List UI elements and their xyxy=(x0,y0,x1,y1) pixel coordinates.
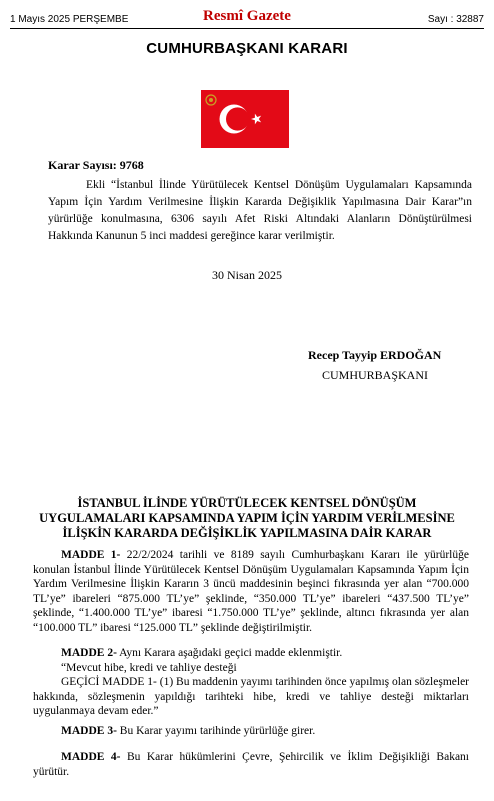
article-text: Aynı Karara aşağıdaki geçici madde eklenmiştir. xyxy=(116,647,343,659)
article-label: MADDE 4- xyxy=(61,751,121,763)
signer-title: CUMHURBAŞKANI xyxy=(322,368,429,382)
article-label: MADDE 2- xyxy=(61,647,117,659)
article-label: MADDE 3- xyxy=(61,725,117,737)
article-text: 22/2/2024 tarihli ve 8189 sayılı Cumhurbaşkanı Kararı ile yürürlüğe konulan İstanbul İlinde Yürütülecek Kentsel Dönüşüm Uygulamaları Kapsamında Yapım İçin Yardım Verilmesine İlişkin Kararın 3 üncü maddesinin beşinci fıkrasında yer alan “700.000 TL’ye” ibareleri “875.000 TL’ye” şeklinde, “350.000 TL’ye” ibareleri “437.500 TL’ye” şeklinde, “1.400.000 TL’ye” ibaresi “1.750.000 TL’ye” şeklinde, altıncı fıkrasında yer alan “100.000 TL” ibaresi “125.000 TL” şeklinde değiştirilmiştir. xyxy=(33,549,469,634)
quoted-heading: “Mevcut hibe, kredi ve tahliye desteği xyxy=(61,661,237,674)
article-4 xyxy=(33,750,469,779)
header-date: 1 Mayıs 2025 PERŞEMBE xyxy=(10,14,129,25)
quoted-provision: GEÇİCİ MADDE 1- (1) Bu maddenin yayımı tarihinden önce yapılmış olan sözleşmeler hakkında, sözleşmenin yapıldığı tarihteki hibe, kredi ve tahliye desteği miktarları uygulanmaya devam eder.” xyxy=(33,676,469,717)
article-3 xyxy=(33,724,469,739)
regulation-title: İSTANBUL İLİNDE YÜRÜTÜLECEK KENTSEL DÖNÜŞÜM UYGULAMALARI KAPSAMINDA YAPIM İÇİN YARDIM VERİLMESİNE İLİŞKİN KARARDA DEĞİŞİKLİK YAPILMASINA DAİR KARAR xyxy=(39,496,455,540)
decision-date: 30 Nisan 2025 xyxy=(212,268,282,282)
article-1 xyxy=(33,548,469,635)
turkish-flag-icon xyxy=(201,90,289,148)
article-2 xyxy=(33,646,469,719)
page-title: CUMHURBAŞKANI KARARI xyxy=(146,40,348,57)
decision-number: Karar Sayısı: 9768 xyxy=(48,158,144,172)
signer-name: Recep Tayyip ERDOĞAN xyxy=(308,348,442,362)
gazette-title: Resmî Gazete xyxy=(203,8,291,24)
article-label: MADDE 1- xyxy=(61,549,121,561)
gazette-header xyxy=(10,6,484,29)
issue-number: Sayı : 32887 xyxy=(427,14,484,25)
article-text: Bu Karar yayımı tarihinde yürürlüğe girer. xyxy=(116,725,316,737)
article-text: Bu Karar hükümlerini Çevre, Şehircilik ve İklim Değişikliği Bakanı yürütür. xyxy=(33,751,469,778)
intro-paragraph: Ekli “İstanbul İlinde Yürütülecek Kentsel Dönüşüm Uygulamaları Kapsamında Yapım İçin Yardım Verilmesine İlişkin Kararda Değişiklik Yapılmasına Dair Karar”ın yürürlüğe konulmasına, 6306 sayılı Afet Riski Altındaki Alanların Dönüştürülmesi Hakkında Kanunun 5 inci maddesi gereğince karar verilmiştir. xyxy=(48,179,472,242)
